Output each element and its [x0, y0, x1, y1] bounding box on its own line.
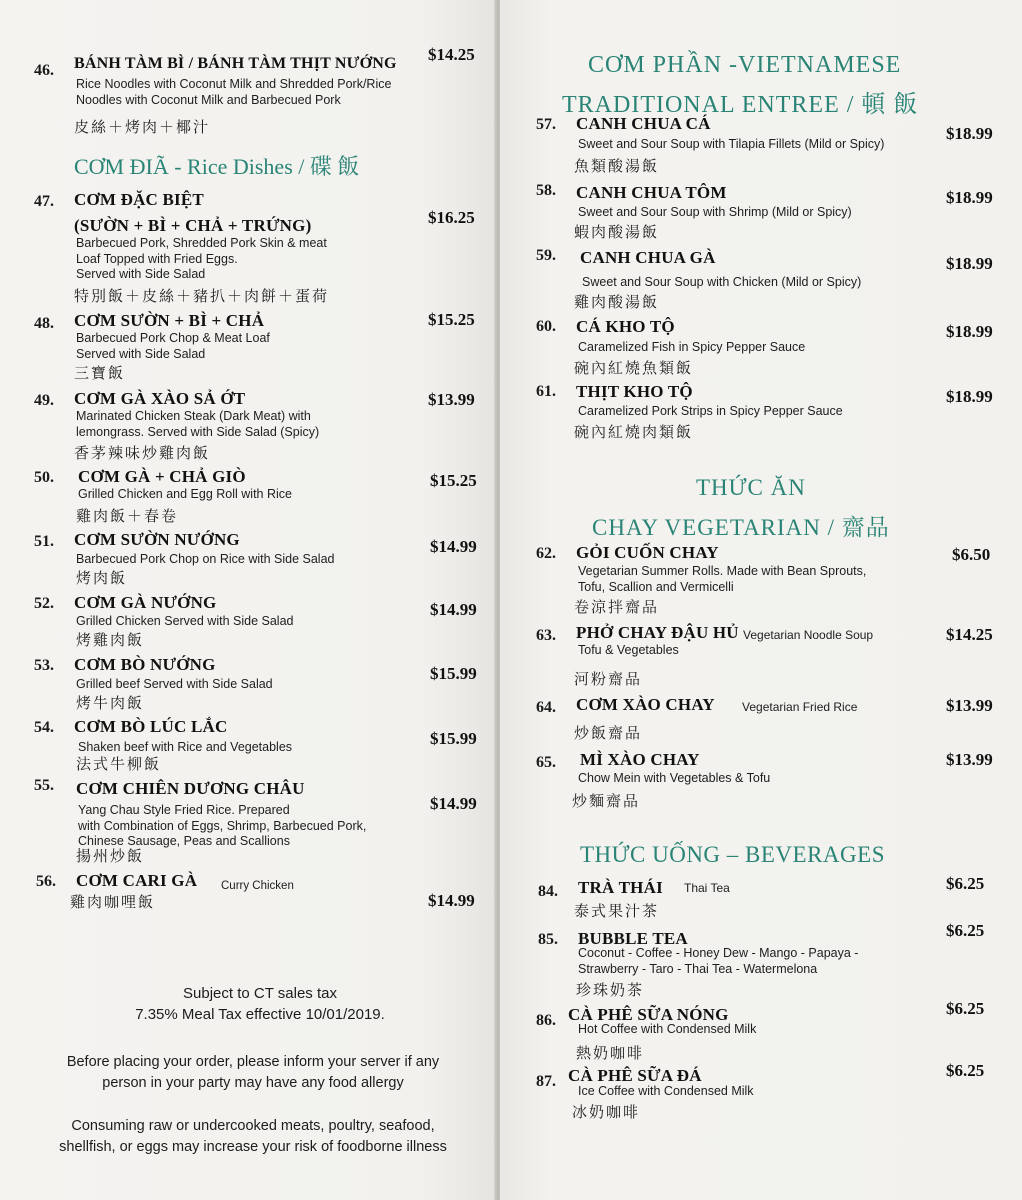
item-description: Grilled Chicken and Egg Roll with Rice [78, 487, 292, 501]
item-price: $18.99 [946, 387, 993, 406]
item-description: Chow Mein with Vegetables & Tofu [578, 771, 771, 785]
item-number: 57. [536, 116, 556, 133]
item-price: $15.25 [430, 471, 477, 490]
item-name: GỎI CUỐN CHAY [576, 543, 719, 562]
item-chinese-name: 香茅辣味炒雞肉飯 [74, 445, 211, 462]
item-chinese-name: 特別飯＋皮絲＋豬扒＋肉餅＋蛋荷 [74, 288, 330, 305]
item-name: MÌ XÀO CHAY [580, 750, 700, 769]
item-chinese-name: 三寶飯 [74, 365, 126, 382]
item-number: 56. [36, 873, 56, 890]
item-price: $6.50 [952, 545, 991, 564]
item-chinese-name: 泰式果汁茶 [574, 903, 660, 920]
item-price: $14.25 [428, 45, 475, 64]
section-title-entree-line2: TRADITIONAL ENTREE / 頓 飯 [562, 92, 919, 118]
item-price: $15.99 [430, 729, 477, 748]
section-title-vegetarian-line2: CHAY VEGETARIAN / 齋品 [592, 515, 890, 540]
item-description: Barbecued Pork Chop on Rice with Side Salad [76, 552, 335, 566]
item-price: $14.99 [430, 794, 477, 813]
item-price: $13.99 [946, 696, 993, 715]
item-price: $6.25 [946, 921, 985, 940]
item-note: Curry Chicken [221, 880, 294, 892]
item-price: $18.99 [946, 254, 993, 273]
item-name: CƠM ĐẶC BIỆT [74, 190, 204, 209]
item-note: Thai Tea [684, 881, 730, 895]
item-chinese-name: 炒麵齋品 [572, 793, 641, 810]
item-name: CƠM SƯỜN NƯỚNG [74, 530, 240, 549]
item-description: Caramelized Pork Strips in Spicy Pepper Sauce [578, 404, 843, 418]
item-note: Vegetarian Fried Rice [742, 700, 858, 714]
item-chinese-name: 珍珠奶茶 [576, 982, 645, 999]
item-name: CANH CHUA CÁ [576, 114, 711, 133]
item-description: Sweet and Sour Soup with Chicken (Mild or Spicy) [582, 275, 862, 289]
item-price: $6.25 [946, 999, 985, 1018]
item-price: $14.99 [430, 537, 477, 556]
item-name: CƠM CHIÊN DƯƠNG CHÂU [76, 779, 305, 798]
item-description: Vegetarian Summer Rolls. Made with Bean Sprouts, Tofu, Scallion and Vermicelli [578, 564, 867, 594]
item-number: 51. [34, 533, 54, 550]
tax-note: Subject to CT sales tax 7.35% Meal Tax effective 10/01/2019. [135, 985, 385, 1023]
item-description: Coconut - Coffee - Honey Dew - Mango - Papaya - Strawberry - Taro - Thai Tea - Watermelona [578, 946, 859, 976]
item-number: 47. [34, 193, 54, 210]
item-description: Grilled Chicken Served with Side Salad [76, 614, 294, 628]
item-number: 65. [536, 754, 556, 771]
item-number: 48. [34, 315, 54, 332]
item-price: $18.99 [946, 188, 993, 207]
item-description: Ice Coffee with Condensed Milk [578, 1084, 754, 1098]
item-chinese-name: 雞肉飯＋春卷 [76, 508, 179, 525]
item-name: BÁNH TÀM BÌ / BÁNH TÀM THỊT NƯỚNG [74, 55, 397, 72]
item-name: CƠM CARI GÀ [76, 871, 198, 890]
item-chinese-name: 雞肉酸湯飯 [574, 294, 660, 311]
item-number: 49. [34, 392, 54, 409]
item-description: Barbecued Pork Chop & Meat Loaf Served with Side Salad [76, 331, 270, 361]
item-number: 85. [538, 931, 558, 948]
item-description: Sweet and Sour Soup with Shrimp (Mild or Spicy) [578, 205, 852, 219]
item-number: 61. [536, 383, 556, 400]
item-number: 86. [536, 1012, 556, 1029]
item-chinese-name: 魚類酸湯飯 [574, 158, 660, 175]
item-price: $18.99 [946, 124, 993, 143]
item-chinese-name: 熱奶咖啡 [576, 1045, 645, 1062]
item-price: $14.25 [946, 625, 993, 644]
item-name: CƠM XÀO CHAY [576, 695, 715, 714]
item-description: Grilled beef Served with Side Salad [76, 677, 273, 691]
item-description: Hot Coffee with Condensed Milk [578, 1022, 757, 1036]
item-price: $18.99 [946, 322, 993, 341]
item-number: 55. [34, 777, 54, 794]
item-chinese-name: 河粉齋品 [574, 671, 643, 688]
item-name: TRÀ THÁI [578, 878, 663, 897]
item-name: CANH CHUA GÀ [580, 248, 716, 267]
menu-page-right [500, 0, 1022, 1200]
item-number: 52. [34, 595, 54, 612]
item-description: Marinated Chicken Steak (Dark Meat) with lemongrass. Served with Side Salad (Spicy) [76, 409, 320, 439]
item-chinese-name: 烤牛肉飯 [76, 695, 145, 712]
section-title-beverages: THỨC UỐNG – BEVERAGES [580, 842, 885, 867]
item-description: Shaken beef with Rice and Vegetables [78, 740, 293, 754]
item-number: 64. [536, 699, 556, 716]
item-name-line2: (SƯỜN + BÌ + CHẢ + TRỨNG) [74, 216, 312, 235]
item-name: CƠM BÒ NƯỚNG [74, 655, 216, 674]
item-description: Barbecued Pork, Shredded Pork Skin & meat Loaf Topped with Fried Eggs. Served with Side Salad [76, 236, 327, 281]
item-description: Rice Noodles with Coconut Milk and Shredded Pork/Rice Noodles with Coconut Milk and Barbecued Pork [76, 77, 392, 107]
item-name: CANH CHUA TÔM [576, 183, 727, 202]
item-chinese-name: 烤雞肉飯 [76, 632, 145, 649]
item-name: CƠM SƯỜN + BÌ + CHẢ [74, 311, 265, 330]
item-number: 87. [536, 1073, 556, 1090]
item-number: 46. [34, 62, 54, 79]
item-description: Tofu & Vegetables [578, 643, 679, 657]
item-description: Sweet and Sour Soup with Tilapia Fillets (Mild or Spicy) [578, 137, 885, 151]
item-name: CÁ KHO TỘ [576, 317, 675, 336]
item-name: PHỞ CHAY ĐẬU HỦ [576, 623, 739, 642]
item-name: CÀ PHÊ SỮA ĐÁ [568, 1066, 702, 1085]
item-name: CƠM GÀ NƯỚNG [74, 593, 217, 612]
item-price: $6.25 [946, 1061, 985, 1080]
item-number: 58. [536, 182, 556, 199]
item-name: CƠM GÀ + CHẢ GIÒ [78, 467, 246, 486]
item-note: Vegetarian Noodle Soup [743, 628, 874, 642]
item-name: THỊT KHO TỘ [576, 382, 693, 401]
item-chinese-name: 皮絲＋烤肉＋椰汁 [74, 119, 211, 136]
item-chinese-name: 碗內紅燒魚類飯 [574, 360, 694, 377]
item-number: 59. [536, 247, 556, 264]
item-number: 63. [536, 627, 556, 644]
item-chinese-name: 雞肉咖哩飯 [70, 894, 156, 911]
item-chinese-name: 碗內紅燒肉類飯 [574, 424, 694, 441]
item-chinese-name: 冰奶咖啡 [572, 1104, 641, 1121]
item-number: 50. [34, 469, 54, 486]
item-chinese-name: 蝦肉酸湯飯 [574, 224, 660, 241]
item-number: 60. [536, 318, 556, 335]
raw-food-warning: Consuming raw or undercooked meats, poultry, seafood, shellfish, or eggs may increase your risk of foodborne illness [59, 1118, 447, 1155]
item-chinese-name: 揚州炒飯 [76, 848, 145, 865]
allergy-note: Before placing your order, please inform your server if any person in your party may have any food allergy [66, 1054, 440, 1091]
item-name: CƠM GÀ XÀO SẢ ỚT [74, 389, 246, 408]
item-price: $6.25 [946, 874, 985, 893]
item-price: $13.99 [428, 390, 475, 409]
menu-page-left [0, 0, 496, 1200]
item-price: $14.99 [430, 600, 477, 619]
item-description: Yang Chau Style Fried Rice. Prepared with Combination of Eggs, Shrimp, Barbecued Pork, Chinese Sausage, Peas and Scallions [78, 803, 367, 848]
item-chinese-name: 卷涼拌齋品 [574, 599, 660, 616]
item-price: $16.25 [428, 208, 475, 227]
section-title-vegetarian-line1: THỨC ĂN [696, 475, 806, 500]
item-number: 62. [536, 545, 556, 562]
item-name: BUBBLE TEA [578, 929, 688, 948]
item-number: 53. [34, 657, 54, 674]
item-price: $13.99 [946, 750, 993, 769]
section-title-rice-dishes: CƠM ĐIÃ - Rice Dishes / 碟 飯 [74, 154, 360, 179]
item-chinese-name: 烤肉飯 [76, 570, 128, 587]
item-number: 54. [34, 719, 54, 736]
item-name: CÀ PHÊ SỮA NÓNG [568, 1005, 729, 1024]
item-price: $14.99 [428, 891, 475, 910]
item-name: CƠM BÒ LÚC LẮC [74, 717, 228, 736]
item-chinese-name: 炒飯齋品 [574, 725, 643, 742]
item-price: $15.25 [428, 310, 475, 329]
item-number: 84. [538, 883, 558, 900]
item-chinese-name: 法式牛柳飯 [76, 756, 162, 773]
item-price: $15.99 [430, 664, 477, 683]
item-description: Caramelized Fish in Spicy Pepper Sauce [578, 340, 806, 354]
section-title-entree-line1: CƠM PHẦN -VIETNAMESE [588, 52, 902, 78]
